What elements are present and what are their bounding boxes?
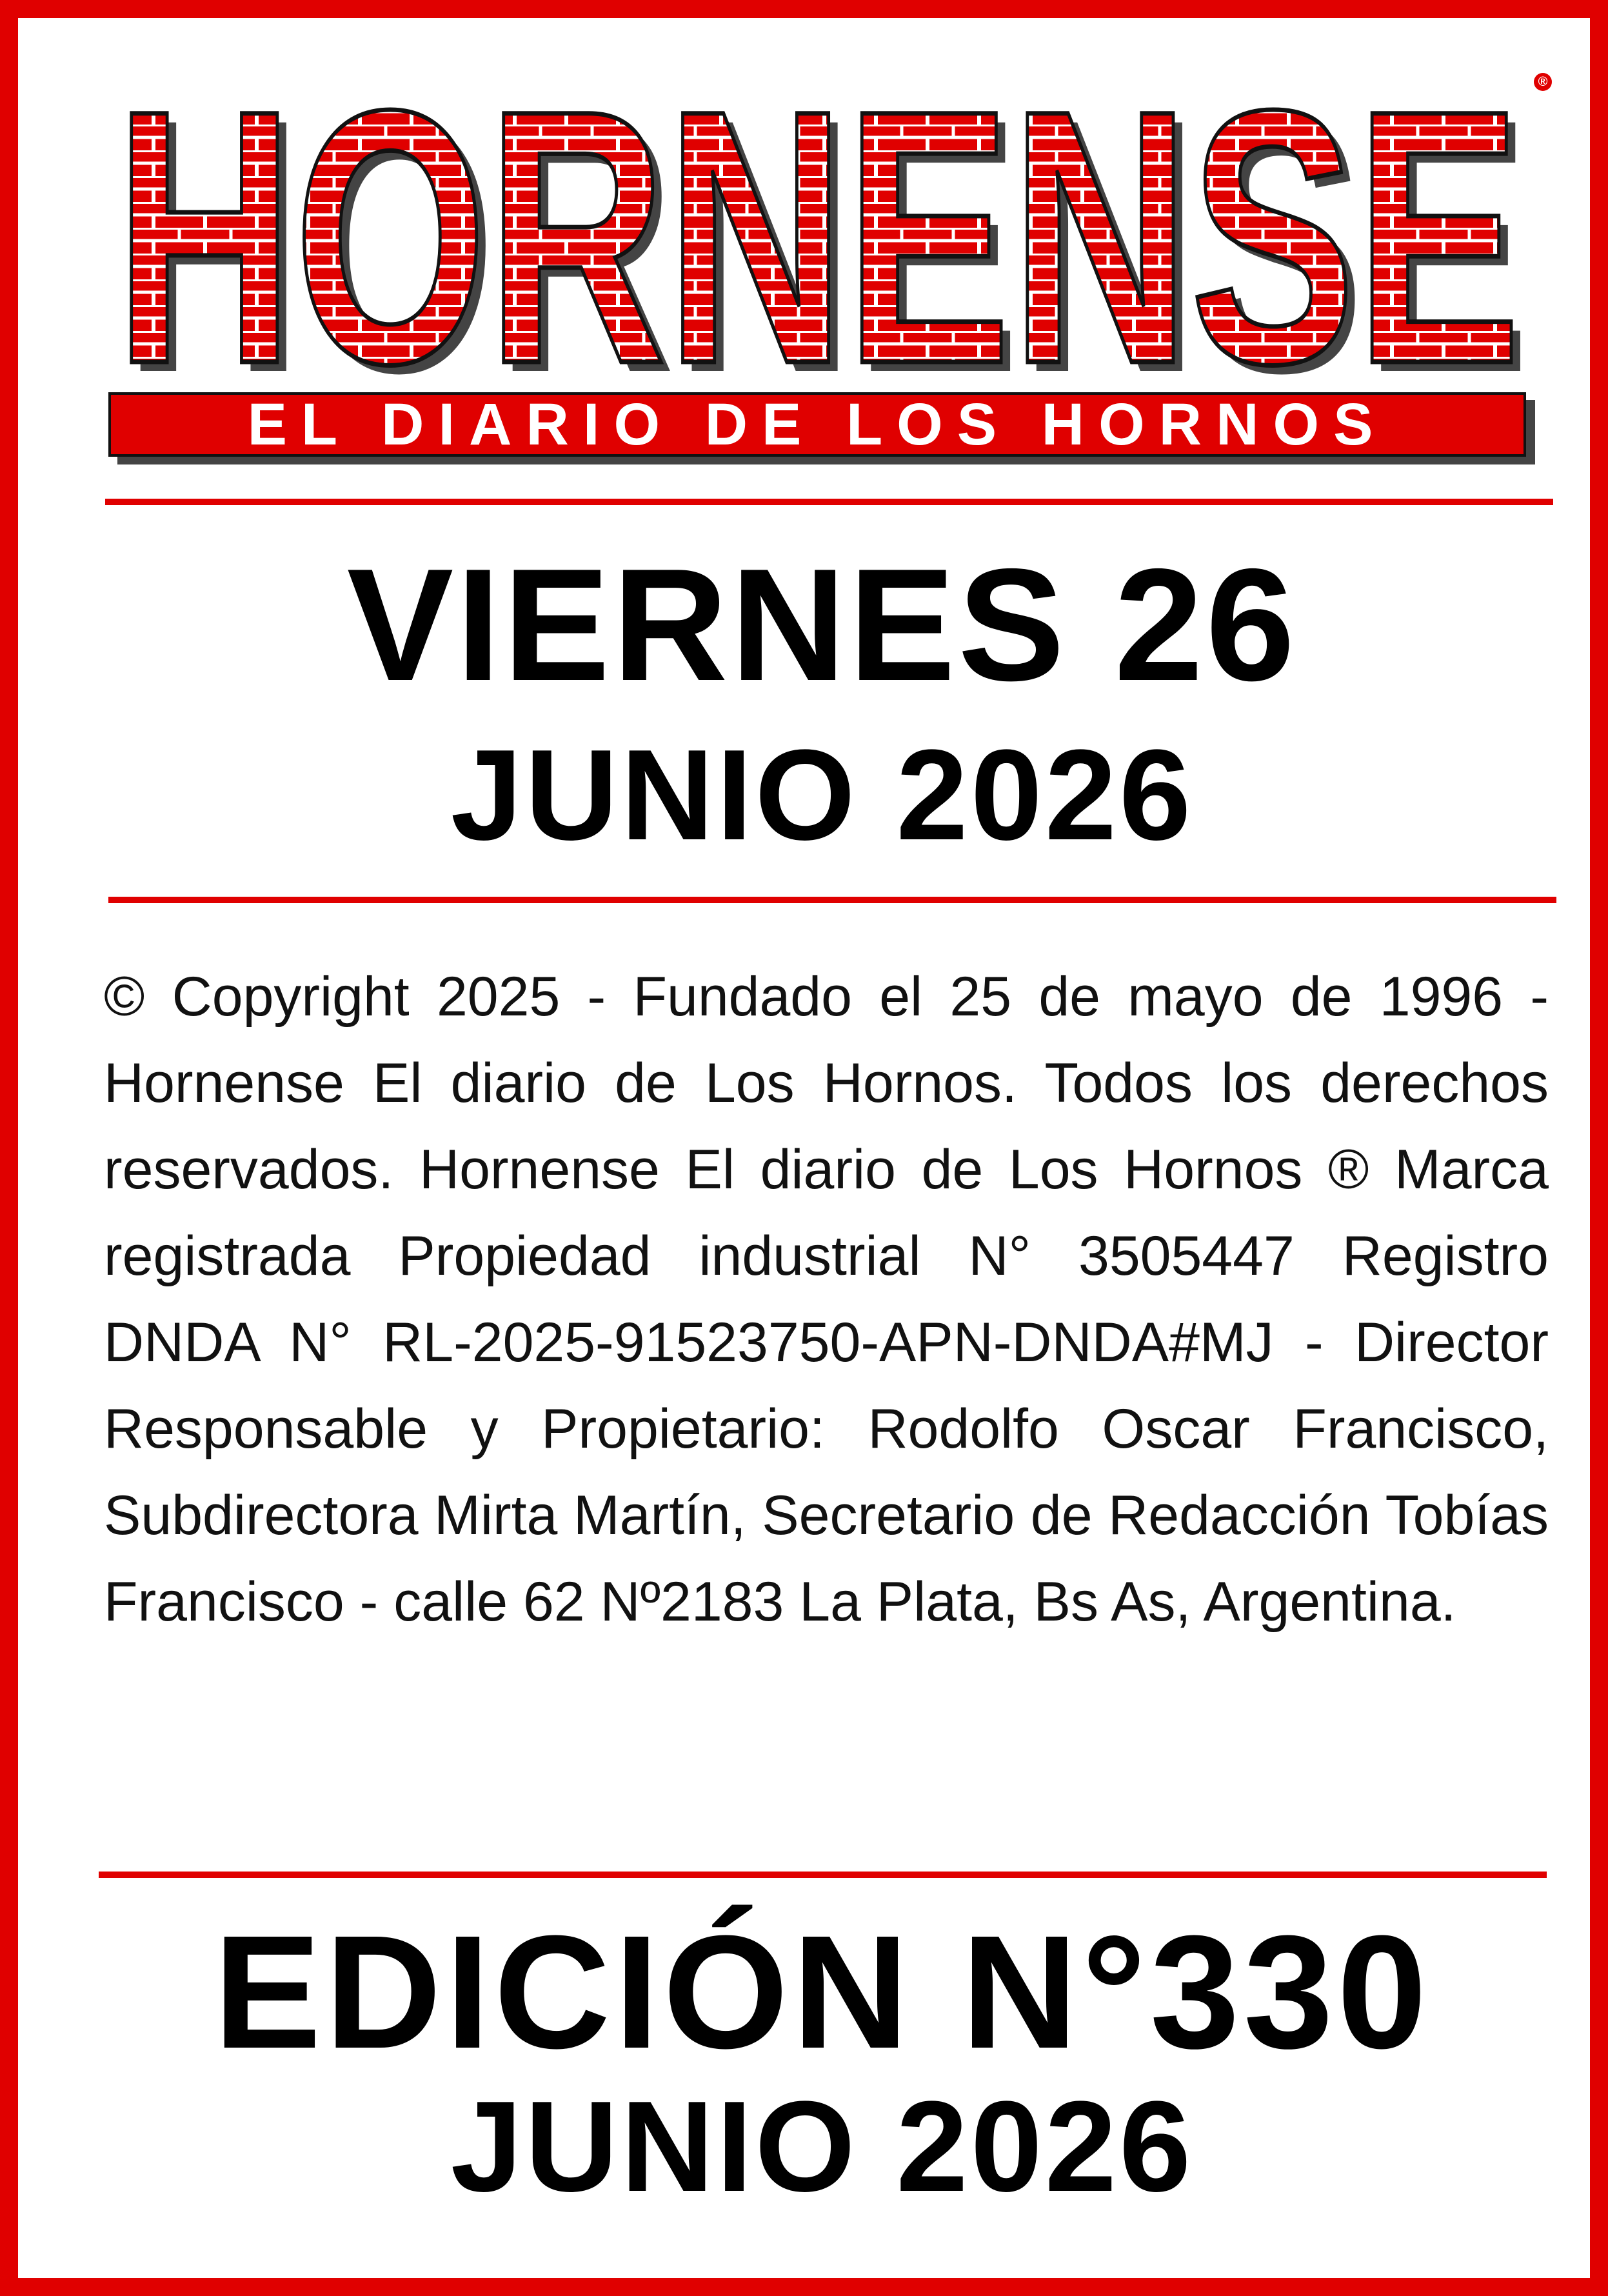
masthead-logo	[102, 73, 1547, 460]
divider-top	[105, 499, 1553, 505]
registered-mark-icon: ®	[1534, 73, 1552, 91]
date-month-year: JUNIO 2026	[450, 723, 1194, 867]
divider-bottom	[99, 1872, 1547, 1878]
copyright-notice: © Copyright 2025 - Fundado el 25 de mayo de 1996 - Hornense El diario de Los Hornos. Todos los derechos reservados. Hornense El diario de Los Hornos ® Marca registrada Propiedad industrial N° 3505447 Registro DNDA N° RL-2025-91523750-APN-DNDA#MJ - Director Responsable y Propietario: Rodolfo Oscar Francisco, Subdirectora Mirta Martín, Secretario de Redacción Tobías Francisco - calle 62 Nº2183 La Plata, Bs As, Argentina.	[104, 966, 1549, 1633]
edition-number: EDICIÓN N°330	[213, 1902, 1431, 2082]
divider-middle	[108, 897, 1556, 903]
tagline-banner	[108, 392, 1526, 457]
brick-wordmark-logo	[102, 73, 1547, 383]
tagline-text: EL DIARIO DE LOS HORNOS	[247, 392, 1387, 457]
logo-wordmark-text: HORNENSE	[115, 73, 1521, 383]
date-weekday-day: VIERNES 26	[346, 535, 1298, 714]
edition-month-year: JUNIO 2026	[450, 2075, 1194, 2219]
logo-shadow: HORNENSE	[124, 73, 1530, 383]
